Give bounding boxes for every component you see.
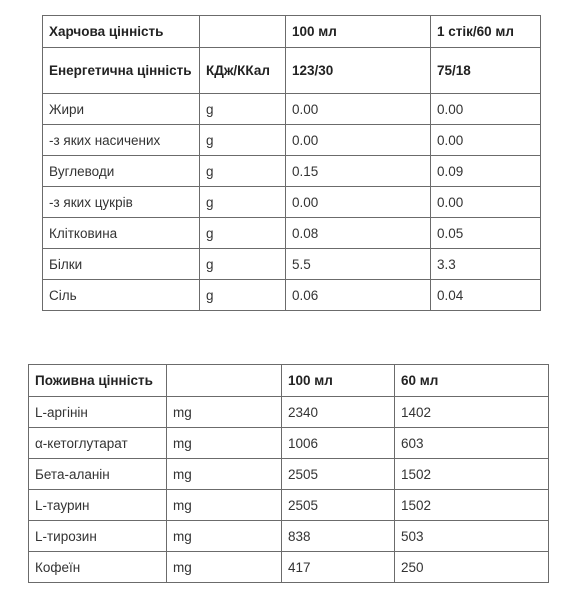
value-per-60ml: 503	[395, 521, 549, 552]
header-cell-per-100ml: 100 мл	[282, 365, 395, 397]
header-cell-per-100ml: 100 мл	[286, 16, 431, 48]
value-per-stick: 0.05	[431, 218, 541, 249]
ingredient-name: L-таурин	[29, 490, 167, 521]
value-per-100ml: 0.00	[286, 94, 431, 125]
header-cell-per-stick: 1 стік/60 мл	[431, 16, 541, 48]
ingredient-unit: mg	[167, 521, 282, 552]
nutrient-unit: g	[200, 280, 286, 311]
table-row-energy	[43, 48, 541, 94]
table-header-row	[29, 365, 549, 397]
ingredient-name: Бета-аланін	[29, 459, 167, 490]
value-per-100ml: 0.06	[286, 280, 431, 311]
value-per-100ml: 2505	[282, 490, 395, 521]
energy-per-100ml: 123/30	[286, 48, 431, 94]
table-row	[43, 218, 541, 249]
table-row	[43, 280, 541, 311]
nutrient-name: -з яких насичених	[43, 125, 200, 156]
ingredient-unit: mg	[167, 552, 282, 583]
table-row	[29, 490, 549, 521]
value-per-100ml: 0.00	[286, 125, 431, 156]
table-header-row	[43, 16, 541, 48]
ingredient-name: L-аргінін	[29, 397, 167, 428]
table-row	[29, 552, 549, 583]
table-row	[43, 94, 541, 125]
table-row	[29, 459, 549, 490]
value-per-stick: 0.04	[431, 280, 541, 311]
value-per-100ml: 0.08	[286, 218, 431, 249]
value-per-100ml: 838	[282, 521, 395, 552]
nutrient-name: Білки	[43, 249, 200, 280]
header-cell-nutrient-value: Поживна цінність	[29, 365, 167, 397]
nutrient-unit: g	[200, 187, 286, 218]
value-per-stick: 0.00	[431, 94, 541, 125]
ingredient-name: L-тирозин	[29, 521, 167, 552]
value-per-60ml: 603	[395, 428, 549, 459]
value-per-60ml: 1502	[395, 490, 549, 521]
energy-label: Енергетична цінність	[43, 48, 200, 94]
nutrient-unit: g	[200, 125, 286, 156]
value-per-60ml: 1502	[395, 459, 549, 490]
value-per-100ml: 417	[282, 552, 395, 583]
nutrient-unit: g	[200, 94, 286, 125]
value-per-100ml: 1006	[282, 428, 395, 459]
header-cell-unit	[200, 16, 286, 48]
table-row	[43, 156, 541, 187]
ingredient-unit: mg	[167, 428, 282, 459]
table-row	[43, 249, 541, 280]
ingredient-unit: mg	[167, 459, 282, 490]
ingredient-name: Кофеїн	[29, 552, 167, 583]
table-row	[43, 187, 541, 218]
nutrient-name: Вуглеводи	[43, 156, 200, 187]
value-per-stick: 0.00	[431, 125, 541, 156]
header-cell-per-60ml: 60 мл	[395, 365, 549, 397]
value-per-60ml: 1402	[395, 397, 549, 428]
value-per-100ml: 2505	[282, 459, 395, 490]
value-per-100ml: 0.00	[286, 187, 431, 218]
value-per-stick: 3.3	[431, 249, 541, 280]
nutrient-unit: g	[200, 156, 286, 187]
value-per-stick: 0.09	[431, 156, 541, 187]
nutrient-unit: g	[200, 218, 286, 249]
nutrient-name: -з яких цукрів	[43, 187, 200, 218]
nutrient-name: Жири	[43, 94, 200, 125]
table-row	[43, 125, 541, 156]
table-row	[29, 428, 549, 459]
nutrient-unit: g	[200, 249, 286, 280]
header-cell-nutrition-value: Харчова цінність	[43, 16, 200, 48]
value-per-100ml: 2340	[282, 397, 395, 428]
nutrient-name: Клітковина	[43, 218, 200, 249]
header-cell-unit	[167, 365, 282, 397]
table-row	[29, 397, 549, 428]
ingredient-name: α-кетоглутарат	[29, 428, 167, 459]
energy-per-stick: 75/18	[431, 48, 541, 94]
value-per-100ml: 5.5	[286, 249, 431, 280]
ingredient-unit: mg	[167, 397, 282, 428]
nutrient-name: Сіль	[43, 280, 200, 311]
value-per-100ml: 0.15	[286, 156, 431, 187]
value-per-stick: 0.00	[431, 187, 541, 218]
table-row	[29, 521, 549, 552]
ingredient-unit: mg	[167, 490, 282, 521]
value-per-60ml: 250	[395, 552, 549, 583]
nutrition-facts-table	[42, 15, 541, 311]
active-ingredients-table	[28, 364, 549, 583]
energy-unit: КДж/ККал	[200, 48, 286, 94]
